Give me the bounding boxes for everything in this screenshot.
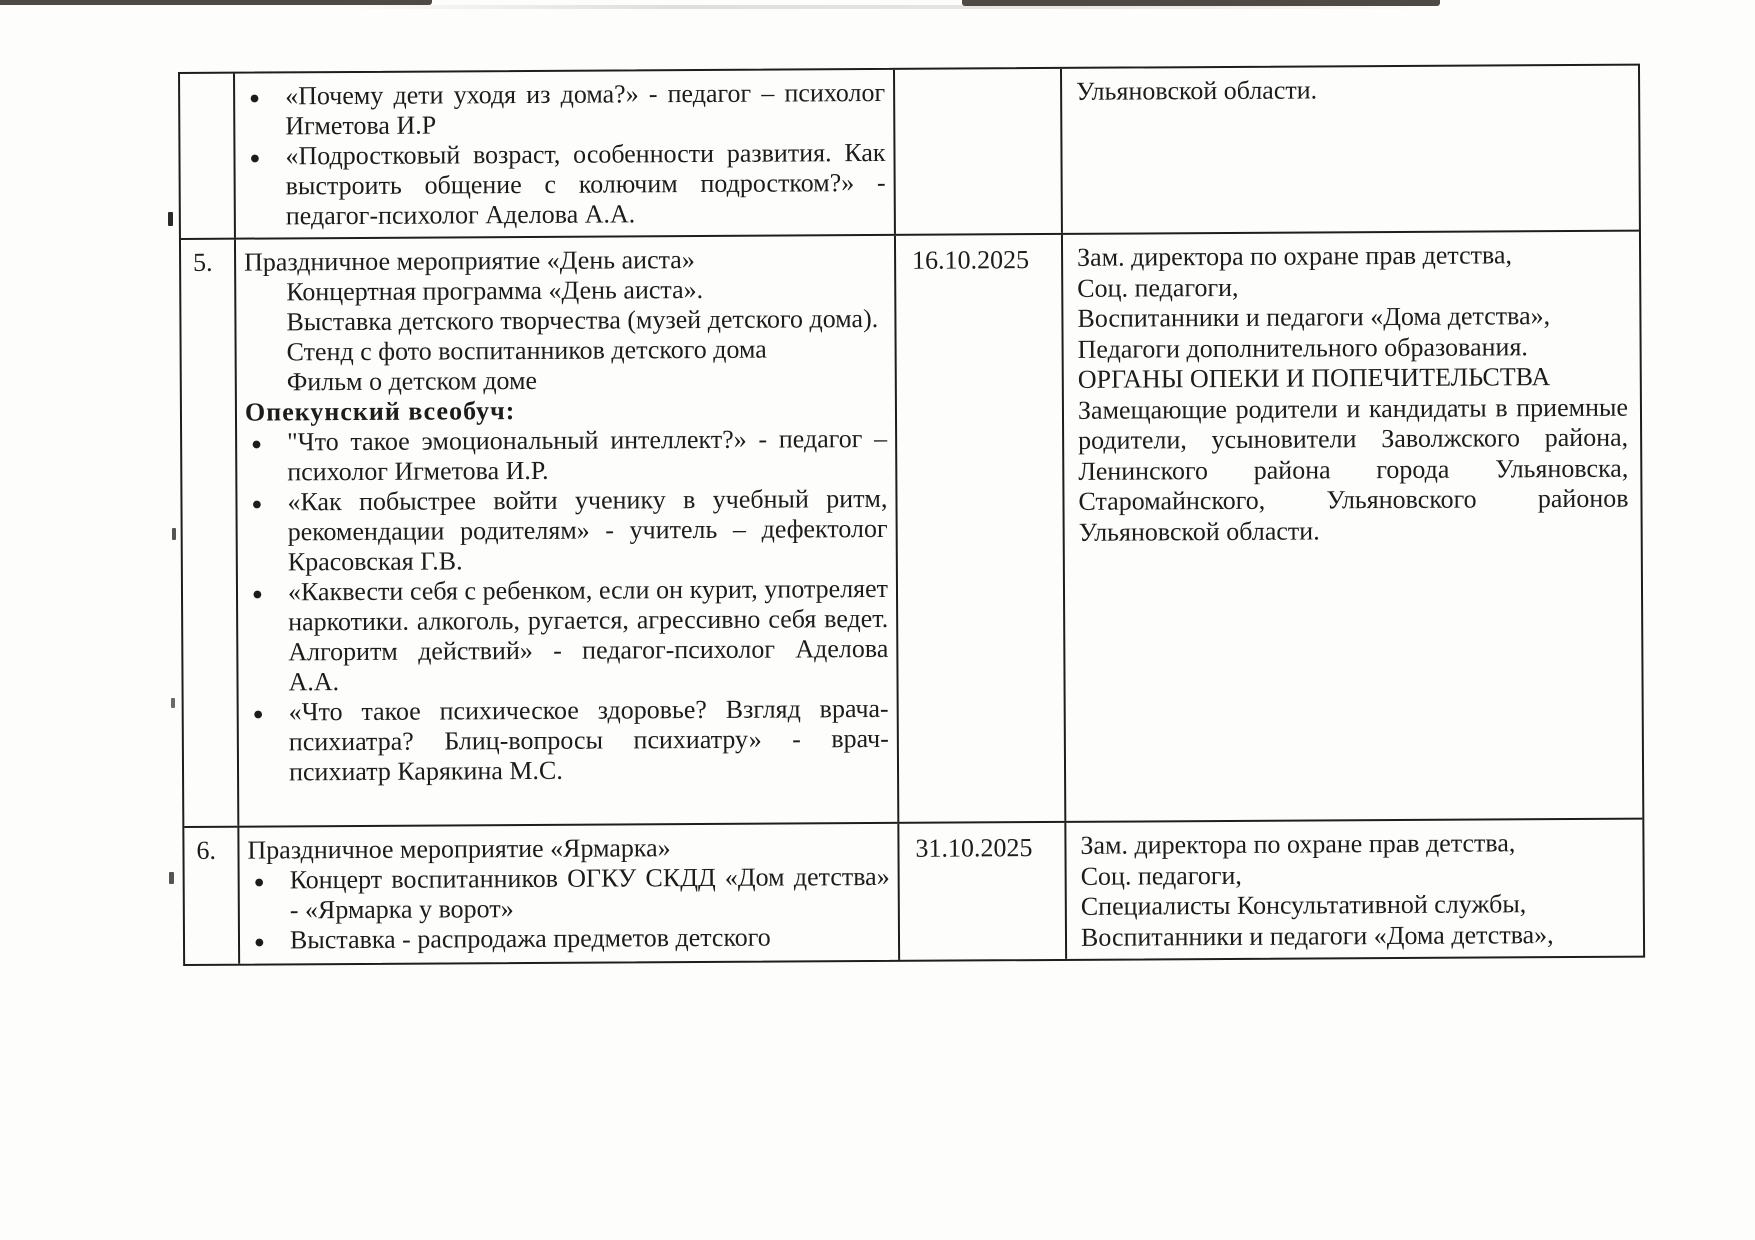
activity-line: Фильм о детском доме xyxy=(286,365,538,397)
activity-line xyxy=(244,574,889,698)
scan-artifact-smudge xyxy=(340,5,1440,9)
activity-line: Праздничное мероприятие «День аиста» xyxy=(244,245,695,277)
activity-line xyxy=(243,424,887,488)
scan-speck xyxy=(168,212,173,226)
bullet-icon: ● xyxy=(252,703,264,724)
table-row xyxy=(184,820,1643,964)
responsible-line: Воспитанники и педагоги «Дома детства», xyxy=(1077,301,1551,333)
activity-text: Выставка - распродажа предметов детского xyxy=(289,922,771,955)
responsible-line: Воспитанники и педагоги «Дома детства», xyxy=(1080,919,1554,952)
activity-line: Выставка детского творчества (музей детского дома). xyxy=(286,303,879,337)
row-number-cell xyxy=(180,74,236,238)
events-plan-table xyxy=(178,64,1645,966)
table-row xyxy=(181,232,1642,828)
row-date-cell: 16.10.2025 xyxy=(896,235,1066,822)
activity-line xyxy=(243,484,888,578)
table-row xyxy=(180,66,1639,240)
responsible-line: Замещающие родители и кандидаты в приемные родители, усыновители Заволжского района, Ленинского района города Ульяновска, Старомайнского, Ульяновского районов Ульяновской области. xyxy=(1077,392,1629,547)
activity-line xyxy=(246,922,890,956)
responsible-line: Соц. педагоги, xyxy=(1077,272,1239,303)
row-number-cell: 5. xyxy=(181,240,239,826)
activity-text: «Почему дети уходя из дома?» - педагог – психолог Игметова И.Р xyxy=(285,77,886,141)
activity-line xyxy=(241,138,886,232)
row-date-cell: 31.10.2025 xyxy=(899,823,1067,960)
row-activities-cell xyxy=(236,236,899,826)
bullet-icon: ● xyxy=(249,87,261,108)
responsible-line: Соц. педагоги, xyxy=(1080,860,1242,891)
activity-text: "Что такое эмоциональный интеллект?» - педагог – психолог Игметова И.Р. xyxy=(287,423,888,487)
activity-line xyxy=(241,78,885,142)
bullet-icon: ● xyxy=(253,931,265,952)
row-number-cell: 6. xyxy=(184,828,240,964)
activity-text: Концерт воспитанников ОГКУ СКДД «Дом детства» - «Ярмарка у ворот» xyxy=(289,861,890,925)
activity-text: «Подростковый возраст, особенности развития. Как выстроить общение с колючим подростком?» - педагог-психолог Аделова А.А. xyxy=(285,137,886,231)
bullet-icon: ● xyxy=(251,493,263,514)
responsible-line: Зам. директора по охране прав детства, xyxy=(1080,828,1516,860)
responsible-line: Специалисты Консультативной службы, xyxy=(1080,889,1527,921)
activity-text: «Что такое психическое здоровье? Взгляд врача-психиатра? Блиц-вопросы психиатру» - врач-психиатр Карякина М.С. xyxy=(288,693,889,787)
responsible-line: Зам. директора по охране прав детства, xyxy=(1076,240,1513,272)
bullet-icon: ● xyxy=(253,871,265,892)
activity-line: Концертная программа «День аиста». xyxy=(286,274,704,307)
activity-text: «Каквести себя с ребенком, если он курит, употреляет наркотики. алкоголь, ругается, агрессивно себя ведет. Алгоритм действий» - педагог-психолог Аделова А.А. xyxy=(287,573,889,697)
responsible-line: Педагоги дополнительного образования. xyxy=(1077,331,1528,364)
row-responsible-cell xyxy=(1062,66,1639,233)
activity-text: «Как побыстрее войти ученику в учебный ритм, рекомендации родителям» - учитель – дефектолог Красовская Г.В. xyxy=(287,483,888,577)
bullet-icon: ● xyxy=(251,583,263,604)
activity-line: Опекунский всеобуч: xyxy=(244,396,516,427)
activity-line xyxy=(246,862,890,926)
bullet-icon: ● xyxy=(249,147,261,168)
scan-speck xyxy=(172,528,176,540)
activity-line: Стенд с фото воспитанников детского дома xyxy=(286,334,767,367)
row-activities-cell xyxy=(235,70,896,238)
row-date-cell xyxy=(895,69,1063,234)
responsible-line: ОРГАНЫ ОПЕКИ И ПОПЕЧИТЕЛЬСТВА xyxy=(1077,362,1551,394)
activity-line xyxy=(245,694,890,788)
bullet-icon: ● xyxy=(251,433,263,454)
row-responsible-cell xyxy=(1066,820,1643,959)
responsible-line: Ульяновской области. xyxy=(1076,75,1318,106)
row-responsible-cell xyxy=(1063,232,1642,821)
scan-speck xyxy=(171,698,175,708)
activity-line: Праздничное мероприятие «Ярмарка» xyxy=(247,833,671,865)
row-activities-cell xyxy=(239,824,900,964)
scan-speck xyxy=(169,872,174,884)
